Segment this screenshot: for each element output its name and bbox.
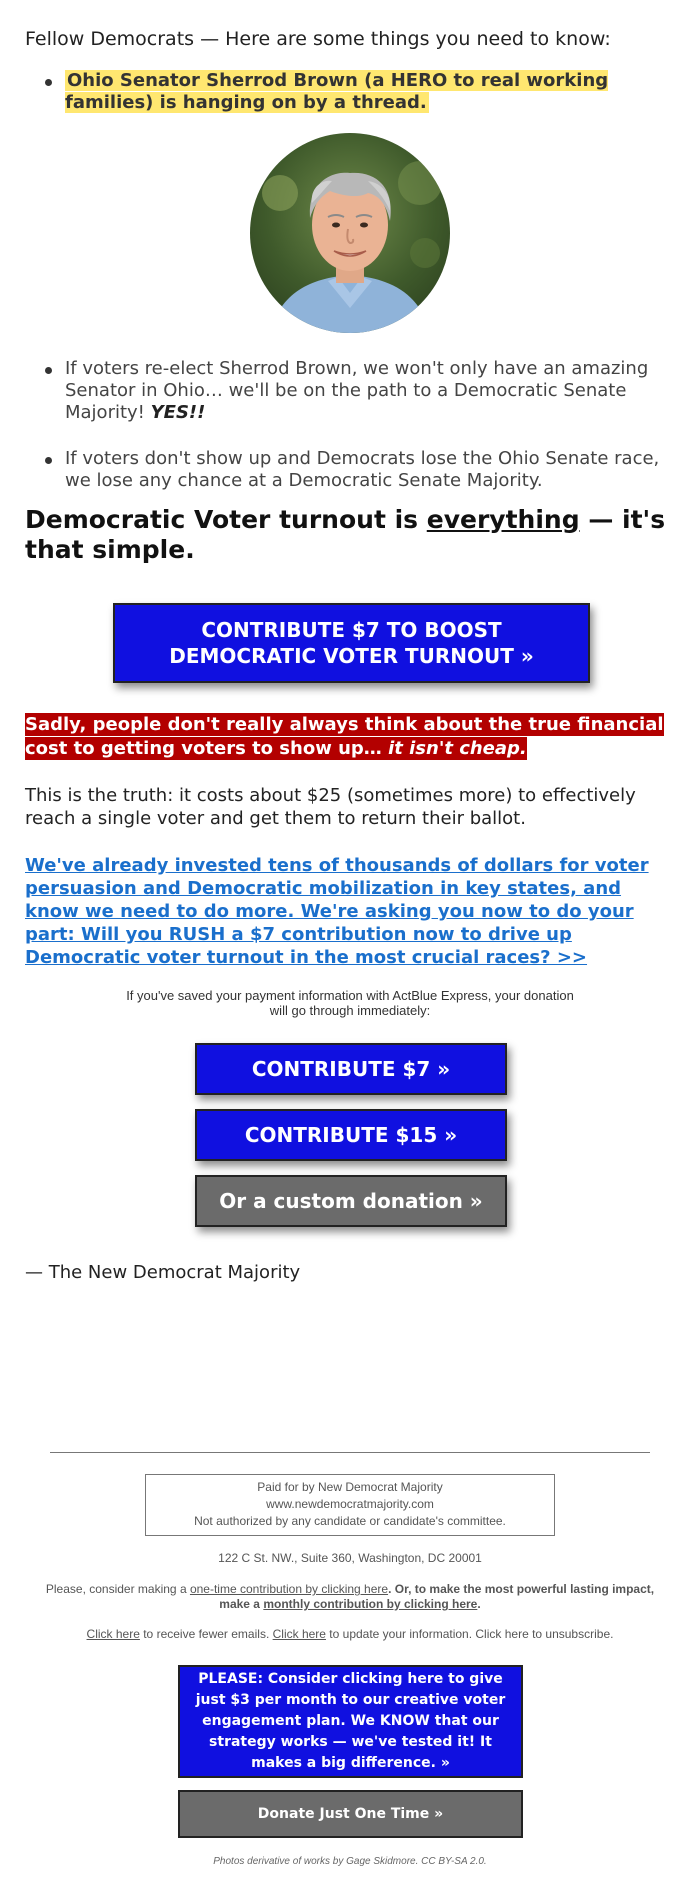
footer-divider: [50, 1452, 650, 1453]
update-info-link[interactable]: Click here: [272, 1627, 326, 1641]
headline-pre: Democratic Voter turnout is: [25, 505, 427, 534]
monthly-3-dollar-button[interactable]: PLEASE: Consider clicking here to give just $3 per month to our creative voter engagement plan. We KNOW that our strategy works — we've tested it! It makes a big difference. »: [178, 1665, 523, 1778]
update-unsubscribe-text: to update your information. Click here to unsubscribe.: [325, 1627, 614, 1641]
contrib-end-text: .: [477, 1597, 481, 1611]
red-callout-emphasis: it isn't cheap.: [388, 738, 527, 759]
rush-contribution-link[interactable]: We've already invested tens of thousands of dollars for voter persuasion and Democratic mobilization in key states, and know we need to do more. We're asking you now to do your part: Will you RUSH a $7 contribution now to drive up Democratic voter turnout in the most crucial races? >>: [25, 855, 649, 968]
contrib-pre-text: Please, consider making a: [45, 1582, 190, 1596]
headline-post: — it's that simple.: [25, 505, 666, 564]
bullet-dot-icon: [45, 79, 52, 86]
headline-underlined: everything: [426, 505, 580, 534]
website-line: www.newdemocratmajority.com: [266, 1497, 434, 1511]
signoff-text: — The New Democrat Majority: [25, 1262, 301, 1283]
turnout-headline: [25, 505, 685, 565]
fewer-emails-link[interactable]: Click here: [86, 1627, 140, 1641]
senator-portrait: [250, 133, 450, 333]
actblue-express-note: If you've saved your payment information with ActBlue Express, your donation will go through immediately:: [126, 988, 574, 1018]
monthly-contribution-link[interactable]: monthly contribution by clicking here: [263, 1597, 478, 1611]
contribute-7-button[interactable]: CONTRIBUTE $7 »: [195, 1043, 507, 1095]
email-preferences-text: [40, 1627, 660, 1642]
highlighted-senator-text: Ohio Senator Sherrod Brown (a HERO to real working families) is hanging on by a thread.: [65, 70, 609, 113]
contribute-15-button[interactable]: CONTRIBUTE $15 »: [195, 1109, 507, 1161]
mailing-address: 122 C St. NW., Suite 360, Washington, DC 20001: [218, 1551, 482, 1565]
contrib-mid-text: . Or, to make the most powerful lasting impact, make a: [219, 1582, 655, 1611]
greeting-text: Fellow Democrats — Here are some things you need to know:: [25, 28, 611, 50]
contribution-options-text: [40, 1582, 660, 1612]
bullet-dot-icon: [45, 457, 52, 464]
paid-for-line: Paid for by New Democrat Majority: [257, 1480, 443, 1494]
fewer-emails-text: to receive fewer emails.: [139, 1627, 273, 1641]
truth-paragraph: This is the truth: it costs about $25 (sometimes more) to effectively reach a single voter and get them to return their ballot.: [25, 785, 636, 829]
lose-text: If voters don't show up and Democrats lose the Ohio Senate race, we lose any chance at a Democratic Senate Majority.: [65, 448, 660, 491]
one-time-contribution-link[interactable]: one-time contribution by clicking here: [189, 1582, 389, 1596]
portrait-illustration: [250, 133, 450, 333]
contribute-7-boost-turnout-button[interactable]: CONTRIBUTE $7 TO BOOST DEMOCRATIC VOTER TURNOUT »: [113, 603, 590, 683]
red-callout: [25, 713, 685, 761]
yes-emphasis: YES!!: [150, 402, 206, 423]
bullet-dot-icon: [45, 367, 52, 374]
reelect-text: If voters re-elect Sherrod Brown, we won't only have an amazing Senator in Ohio… we'll be on the path to a Democratic Senate Majority!: [65, 358, 649, 423]
red-callout-text: Sadly, people don't really always think about the true financial cost to getting voters to show up…: [25, 714, 664, 759]
donate-one-time-button[interactable]: Donate Just One Time »: [178, 1790, 523, 1838]
paid-for-disclaimer-box: [145, 1474, 555, 1536]
custom-donation-button[interactable]: Or a custom donation »: [195, 1175, 507, 1227]
photo-credit: Photos derivative of works by Gage Skidmore. CC BY-SA 2.0.: [213, 1856, 487, 1867]
not-authorized-line: Not authorized by any candidate or candidate's committee.: [194, 1514, 506, 1528]
